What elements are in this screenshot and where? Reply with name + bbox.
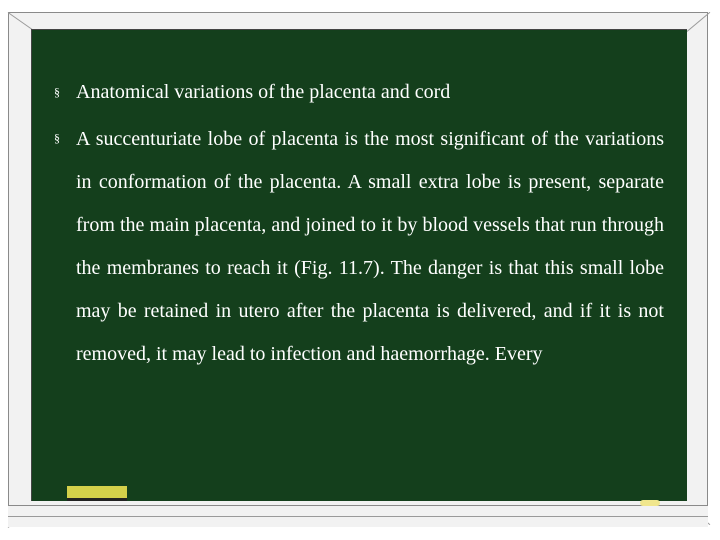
- chalk-icon: [640, 500, 660, 506]
- bullet-item-2: [54, 118, 664, 376]
- bullet-item-1: [54, 72, 664, 112]
- eraser-icon: [67, 486, 127, 501]
- ledge-line: [8, 516, 708, 517]
- bullet-marker-icon: §: [54, 131, 60, 145]
- bullet-marker-icon: §: [54, 85, 60, 99]
- slide-content: [54, 72, 664, 376]
- bullet-text-1: Anatomical variations of the placenta and cord: [76, 81, 451, 103]
- bullet-text-2: A succenturiate lobe of placenta is the most significant of the variations in conformation of the placenta. A small extra lobe is present, separate from the main placenta, and joined to it by blood vessels that run through the membranes to reach it (Fig. 11.7). The danger is that this small lobe may be retained in utero after the placenta is delivered, and if it is not removed, it may lead to infection and haemorrhage. Every: [76, 128, 664, 365]
